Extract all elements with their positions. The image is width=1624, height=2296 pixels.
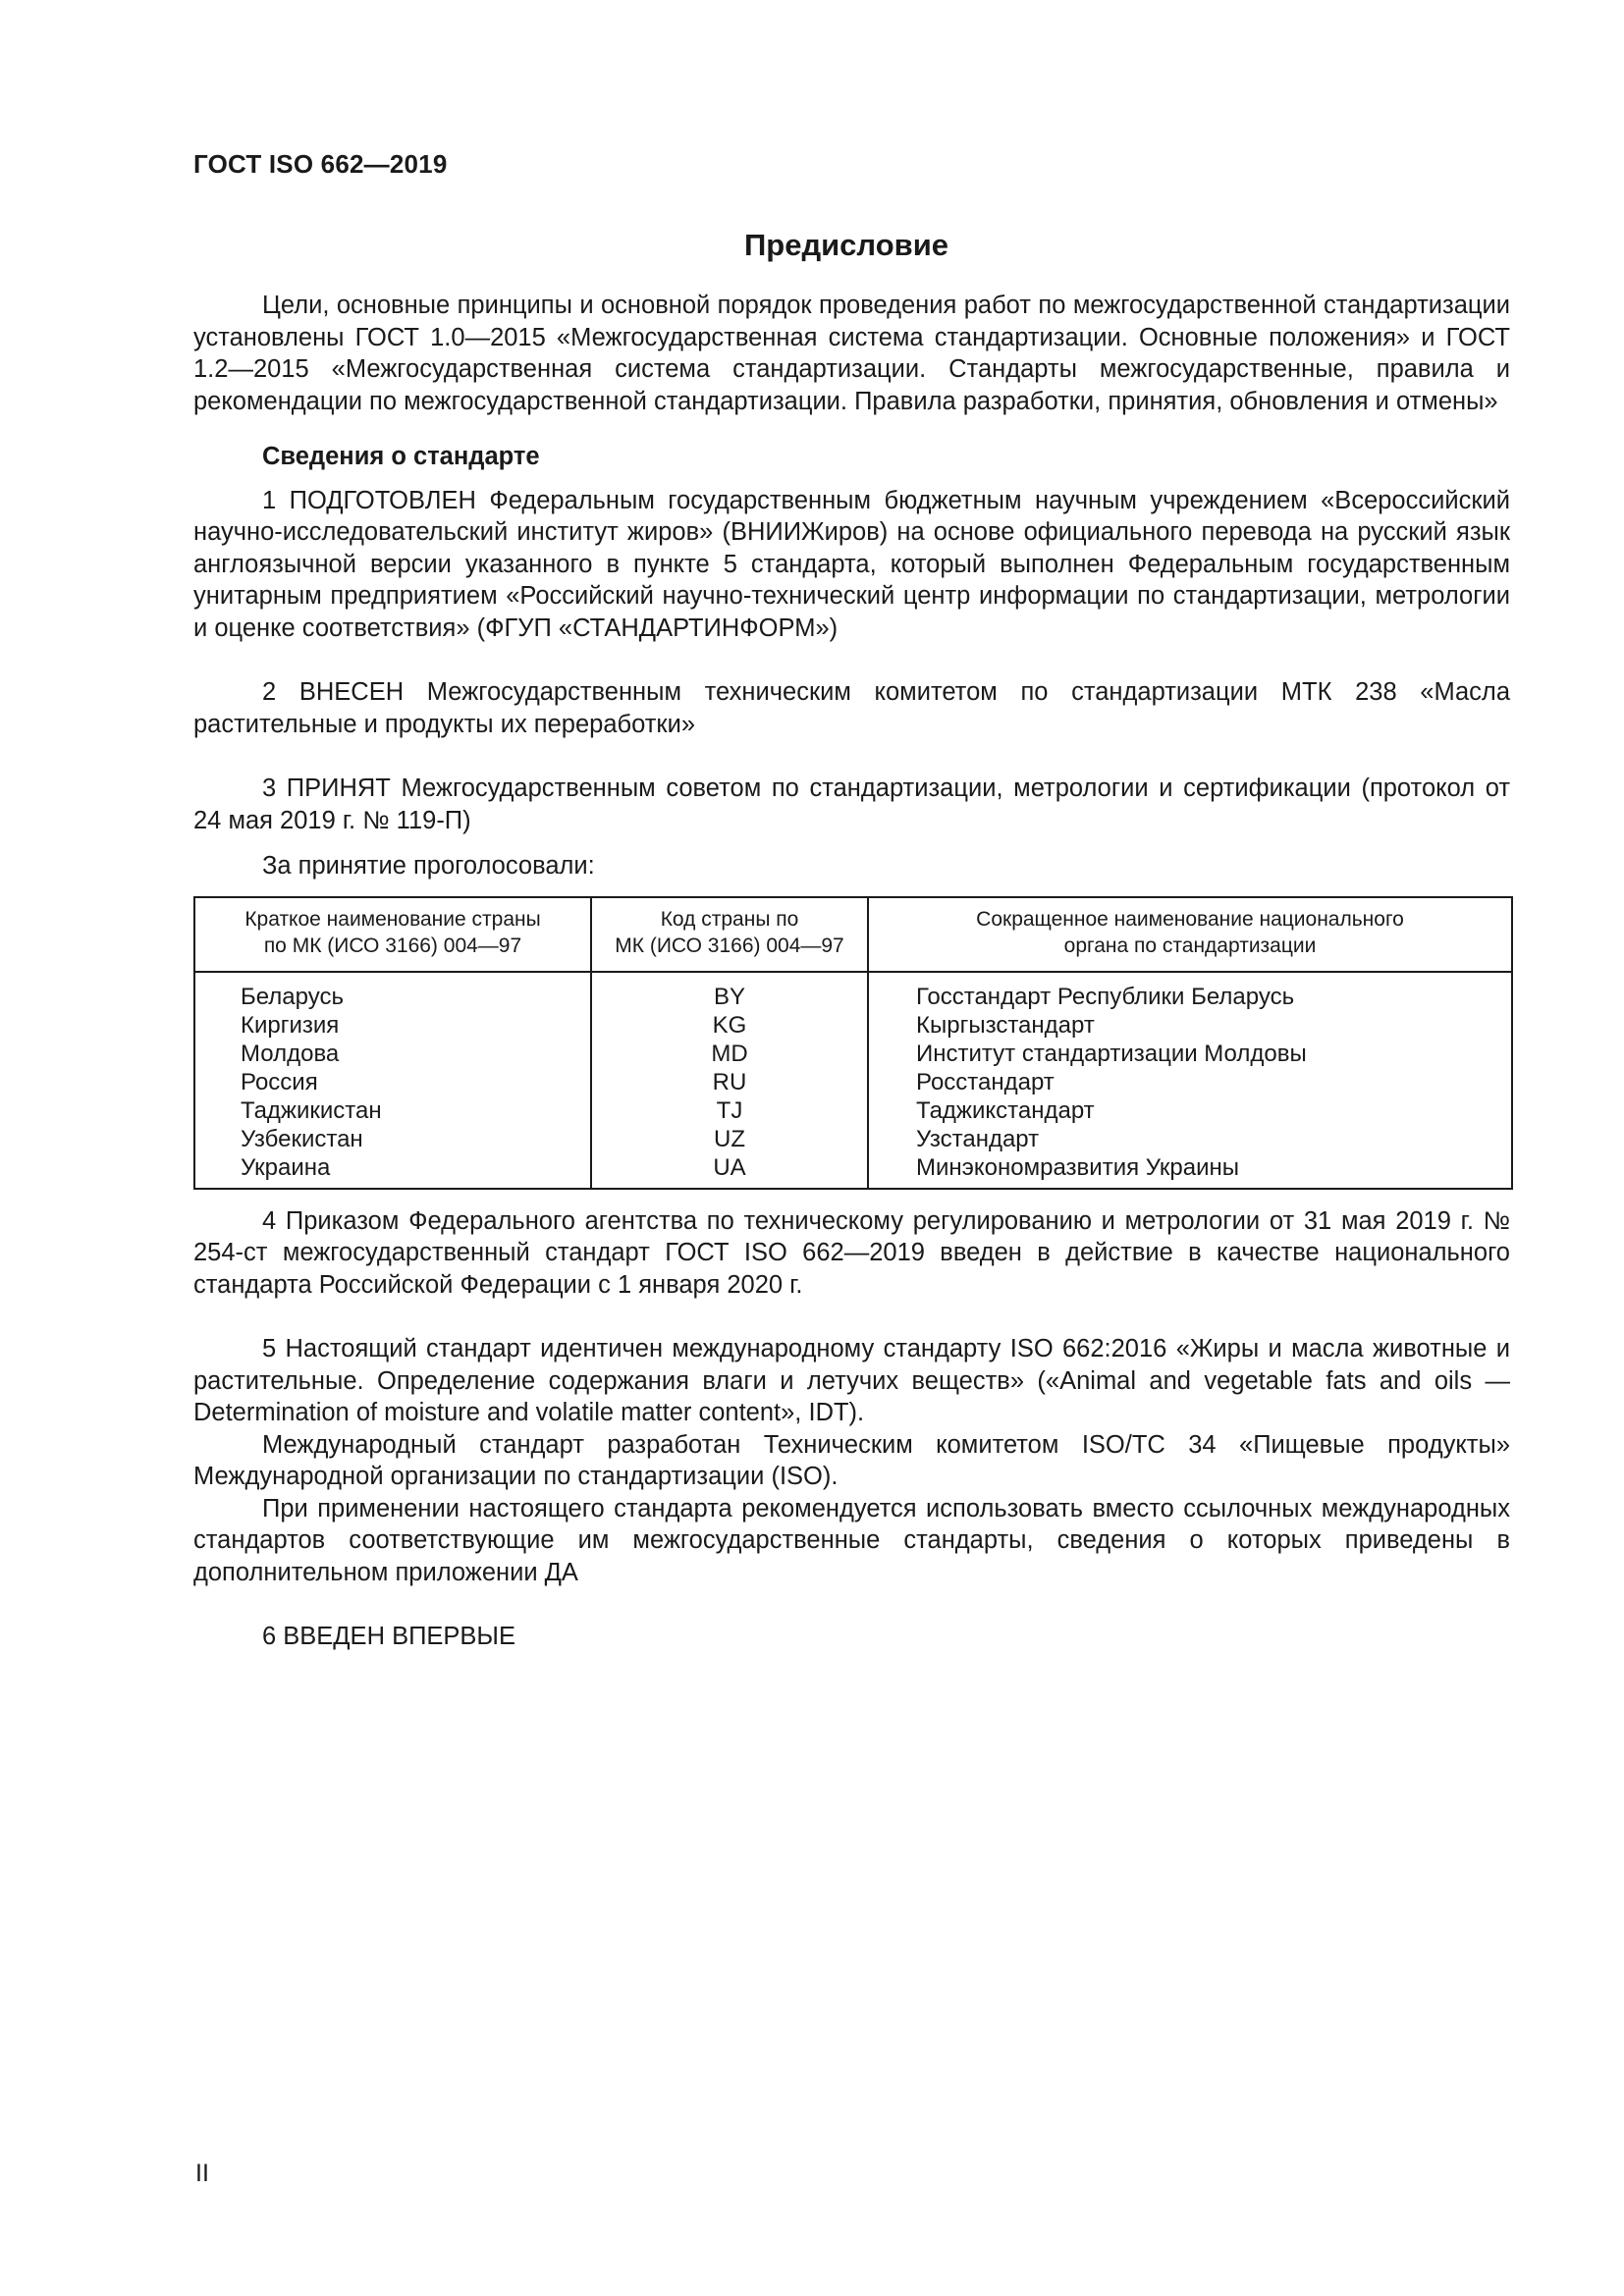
country-cell: Молдова: [241, 1040, 340, 1067]
code-column: [591, 972, 868, 1189]
country-cell: Беларусь: [241, 983, 344, 1010]
table-header-row: [194, 897, 1512, 972]
organization-cell: Таджикстандарт: [916, 1096, 1095, 1124]
preface-title: Предисловие: [743, 228, 948, 262]
organization-cell: Узстандарт: [916, 1125, 1040, 1152]
header-country-code: [591, 897, 868, 972]
header-country-name: [194, 897, 591, 972]
organization-cell: Институт стандартизации Молдовы: [916, 1040, 1307, 1067]
code-cell: UA: [713, 1153, 746, 1181]
country-cell: Россия: [241, 1068, 318, 1095]
item-6-first-introduced: 6 ВВЕДЕН ВПЕРВЫЕ: [262, 1623, 516, 1650]
item-1-prepared: 1 ПОДГОТОВЛЕН Федеральным государственным бюджетным научным учреждением «Всероссийский научно-исследовательский институт жиров» (ВНИИЖиров) на основе официального перевода на русский язык англоязычной версии указанного в пункте 5 стандарта, который выполнен Федеральным государственным унитарным предприятием «Российский научно-технический центр информации по стандартизации, метрологии и оценке соответствия» (ФГУП «СТАНДАРТИНФОРМ»): [193, 486, 1510, 642]
header-country-name-line-2: по МК (ИСО 3166) 004—97: [263, 934, 522, 957]
item-5-application: При применении настоящего стандарта рекомендуется использовать вместо ссылочных международных стандартов соответствующие им межгосударственные стандарты, сведения о которых приведены в дополнительном приложении ДА: [193, 1494, 1510, 1586]
header-national-body: [868, 897, 1512, 972]
organization-cell: Кыргызстандарт: [916, 1011, 1095, 1039]
code-cell: KG: [712, 1011, 747, 1039]
voting-countries-table: [193, 896, 1513, 1190]
code-cell: UZ: [714, 1125, 745, 1152]
code-cell: MD: [711, 1040, 748, 1067]
organization-column: [868, 972, 1512, 1189]
page-number: II: [195, 2160, 209, 2187]
country-cell: Таджикистан: [241, 1096, 382, 1124]
vote-intro: За принятие проголосовали:: [262, 852, 595, 880]
country-cell: Узбекистан: [241, 1125, 363, 1152]
item-5-developer: Международный стандарт разработан Техническим комитетом ISO/TC 34 «Пищевые продукты» Международной организации по стандартизации (ISO).: [193, 1430, 1510, 1490]
organization-cell: Госстандарт Республики Беларусь: [916, 983, 1295, 1010]
item-4-order: 4 Приказом Федерального агентства по техническому регулированию и метрологии от 31 мая 2019 г. № 254-ст межгосударственный стандарт ГОСТ ISO 662—2019 введен в действие в качестве национального стандарта Российской Федерации с 1 января 2020 г.: [193, 1206, 1510, 1299]
item-5-identical: 5 Настоящий стандарт идентичен международному стандарту ISO 662:2016 «Жиры и масла животные и растительные. Определение содержания влаги и летучих веществ» («Animal and vegetable fats and oils — Determination of moisture and volatile matter content», IDT).: [193, 1335, 1510, 1426]
item-3-adopted: 3 ПРИНЯТ Межгосударственным советом по стандартизации, метрологии и сертификации (протокол от 24 мая 2019 г. № 119-П): [193, 774, 1510, 834]
header-country-code-line-1: Код страны по: [660, 907, 799, 931]
table-body-row: [194, 972, 1512, 1189]
document-code-header: ГОСТ ISO 662—2019: [193, 149, 448, 179]
preface-body: [193, 290, 1510, 1653]
country-cell: Украина: [241, 1153, 331, 1181]
code-cell: RU: [712, 1068, 747, 1095]
code-cell: TJ: [716, 1096, 743, 1124]
header-country-name-line-1: Краткое наименование страны: [244, 907, 541, 931]
country-cell: Киргизия: [241, 1011, 340, 1039]
organization-cell: Росстандарт: [916, 1068, 1055, 1095]
header-national-body-line-2: органа по стандартизации: [1063, 934, 1317, 957]
item-2-introduced: 2 ВНЕСЕН Межгосударственным техническим комитетом по стандартизации МТК 238 «Масла растительные и продукты их переработки»: [193, 678, 1510, 738]
organization-cell: Минэкономразвития Украины: [916, 1153, 1240, 1181]
standard-info-subheading: Сведения о стандарте: [262, 443, 540, 470]
header-national-body-line-1: Сокращенное наименование национального: [976, 907, 1404, 931]
country-column: [194, 972, 591, 1189]
header-country-code-line-2: МК (ИСО 3166) 004—97: [615, 934, 844, 957]
code-cell: BY: [713, 983, 745, 1010]
intro-paragraph: Цели, основные принципы и основной порядок проведения работ по межгосударственной стандартизации установлены ГОСТ 1.0—2015 «Межгосударственная система стандартизации. Основные положения» и ГОСТ 1.2—2015 «Межгосударственная система стандартизации. Стандарты межгосударственные, правила и рекомендации по межгосударственной стандартизации. Правила разработки, принятия, обновления и отмены»: [193, 292, 1510, 415]
